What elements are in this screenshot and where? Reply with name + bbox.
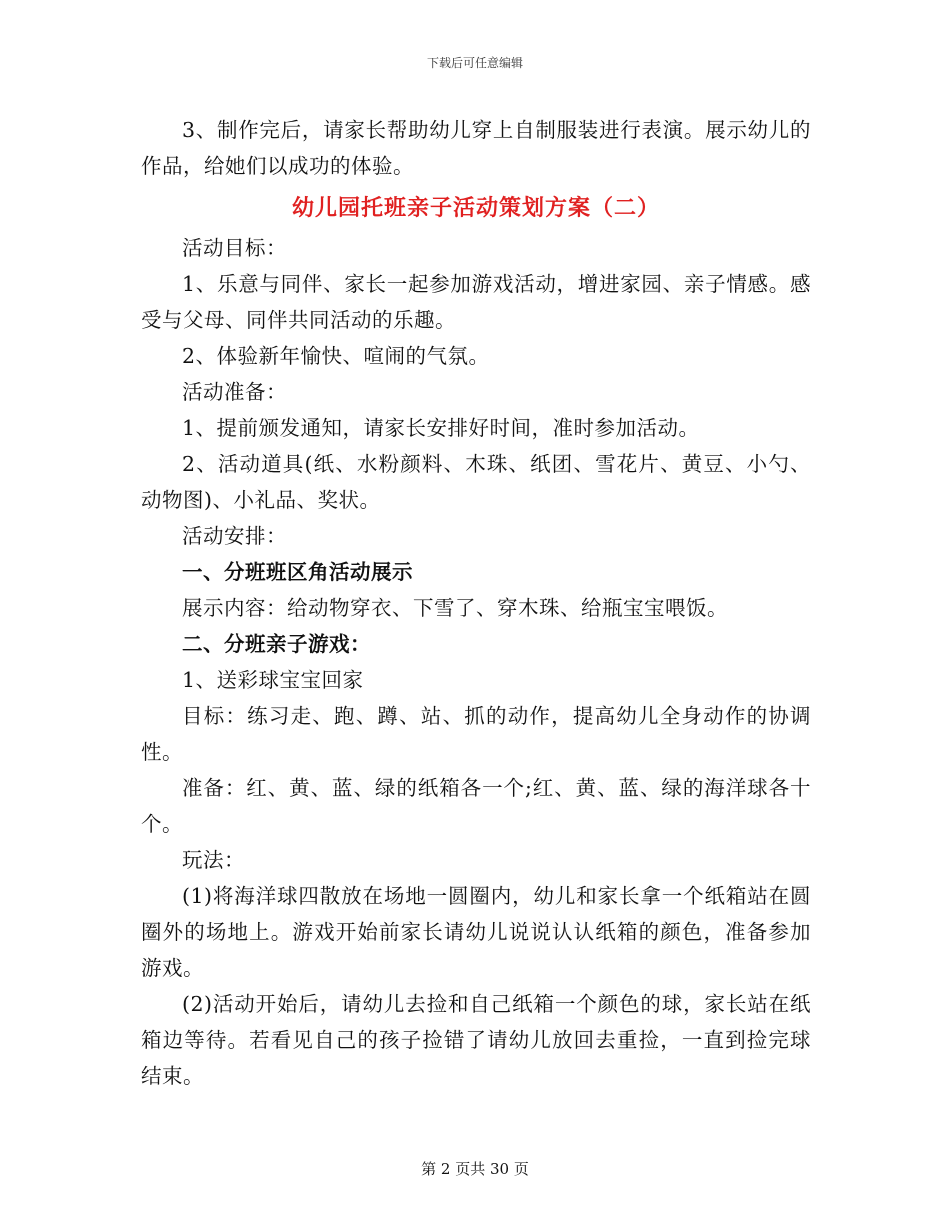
section-heading-1: 一、分班班区角活动展示: [182, 560, 413, 584]
prep-heading: 活动准备：: [182, 380, 287, 404]
section-title: 幼儿园托班亲子活动策划方案（二）: [291, 195, 660, 221]
game-1-play-heading: 玩法：: [182, 848, 245, 872]
game-1-play-step-1: (1)将海洋球四散放在场地一圆圈内，幼儿和家长拿一个纸箱站在圆圈外的场地上。游戏开始前家长请幼儿说说认认纸箱的颜色，准备参加游戏。: [141, 884, 811, 980]
arrange-heading: 活动安排：: [182, 524, 287, 548]
goal-heading: 活动目标：: [182, 236, 287, 260]
game-1-goal: 目标：练习走、跑、蹲、站、抓的动作，提高幼儿全身动作的协调性。: [141, 704, 811, 764]
game-1-title: 1、送彩球宝宝回家: [182, 668, 364, 692]
paragraph-step-3: 3、制作完后，请家长帮助幼儿穿上自制服装进行表演。展示幼儿的作品，给她们以成功的体验。: [141, 118, 811, 178]
game-1-prep: 准备：红、黄、蓝、绿的纸箱各一个;红、黄、蓝、绿的海洋球各十个。: [141, 776, 811, 836]
section-heading-2: 二、分班亲子游戏：: [182, 632, 371, 656]
prep-item-2: 2、活动道具(纸、水粉颜料、木珠、纸团、雪花片、黄豆、小勺、动物图)、小礼品、奖状。: [141, 452, 811, 512]
goal-item-2: 2、体验新年愉快、喧闹的气氛。: [182, 344, 490, 368]
game-1-play-step-2: (2)活动开始后，请幼儿去捡和自己纸箱一个颜色的球，家长站在纸箱边等待。若看见自己的孩子捡错了请幼儿放回去重捡，一直到捡完球结束。: [141, 992, 811, 1088]
goal-item-1: 1、乐意与同伴、家长一起参加游戏活动，增进家园、亲子情感。感受与父母、同伴共同活动的乐趣。: [141, 272, 811, 332]
page-header: 下载后可任意编辑: [426, 56, 523, 70]
section-1-content: 展示内容：给动物穿衣、下雪了、穿木珠、给瓶宝宝喂饭。: [182, 596, 728, 620]
page-footer: 第 2 页共 30 页: [421, 1160, 529, 1178]
prep-item-1: 1、提前颁发通知，请家长安排好时间，准时参加活动。: [182, 416, 700, 440]
document-body: [141, 112, 811, 1094]
